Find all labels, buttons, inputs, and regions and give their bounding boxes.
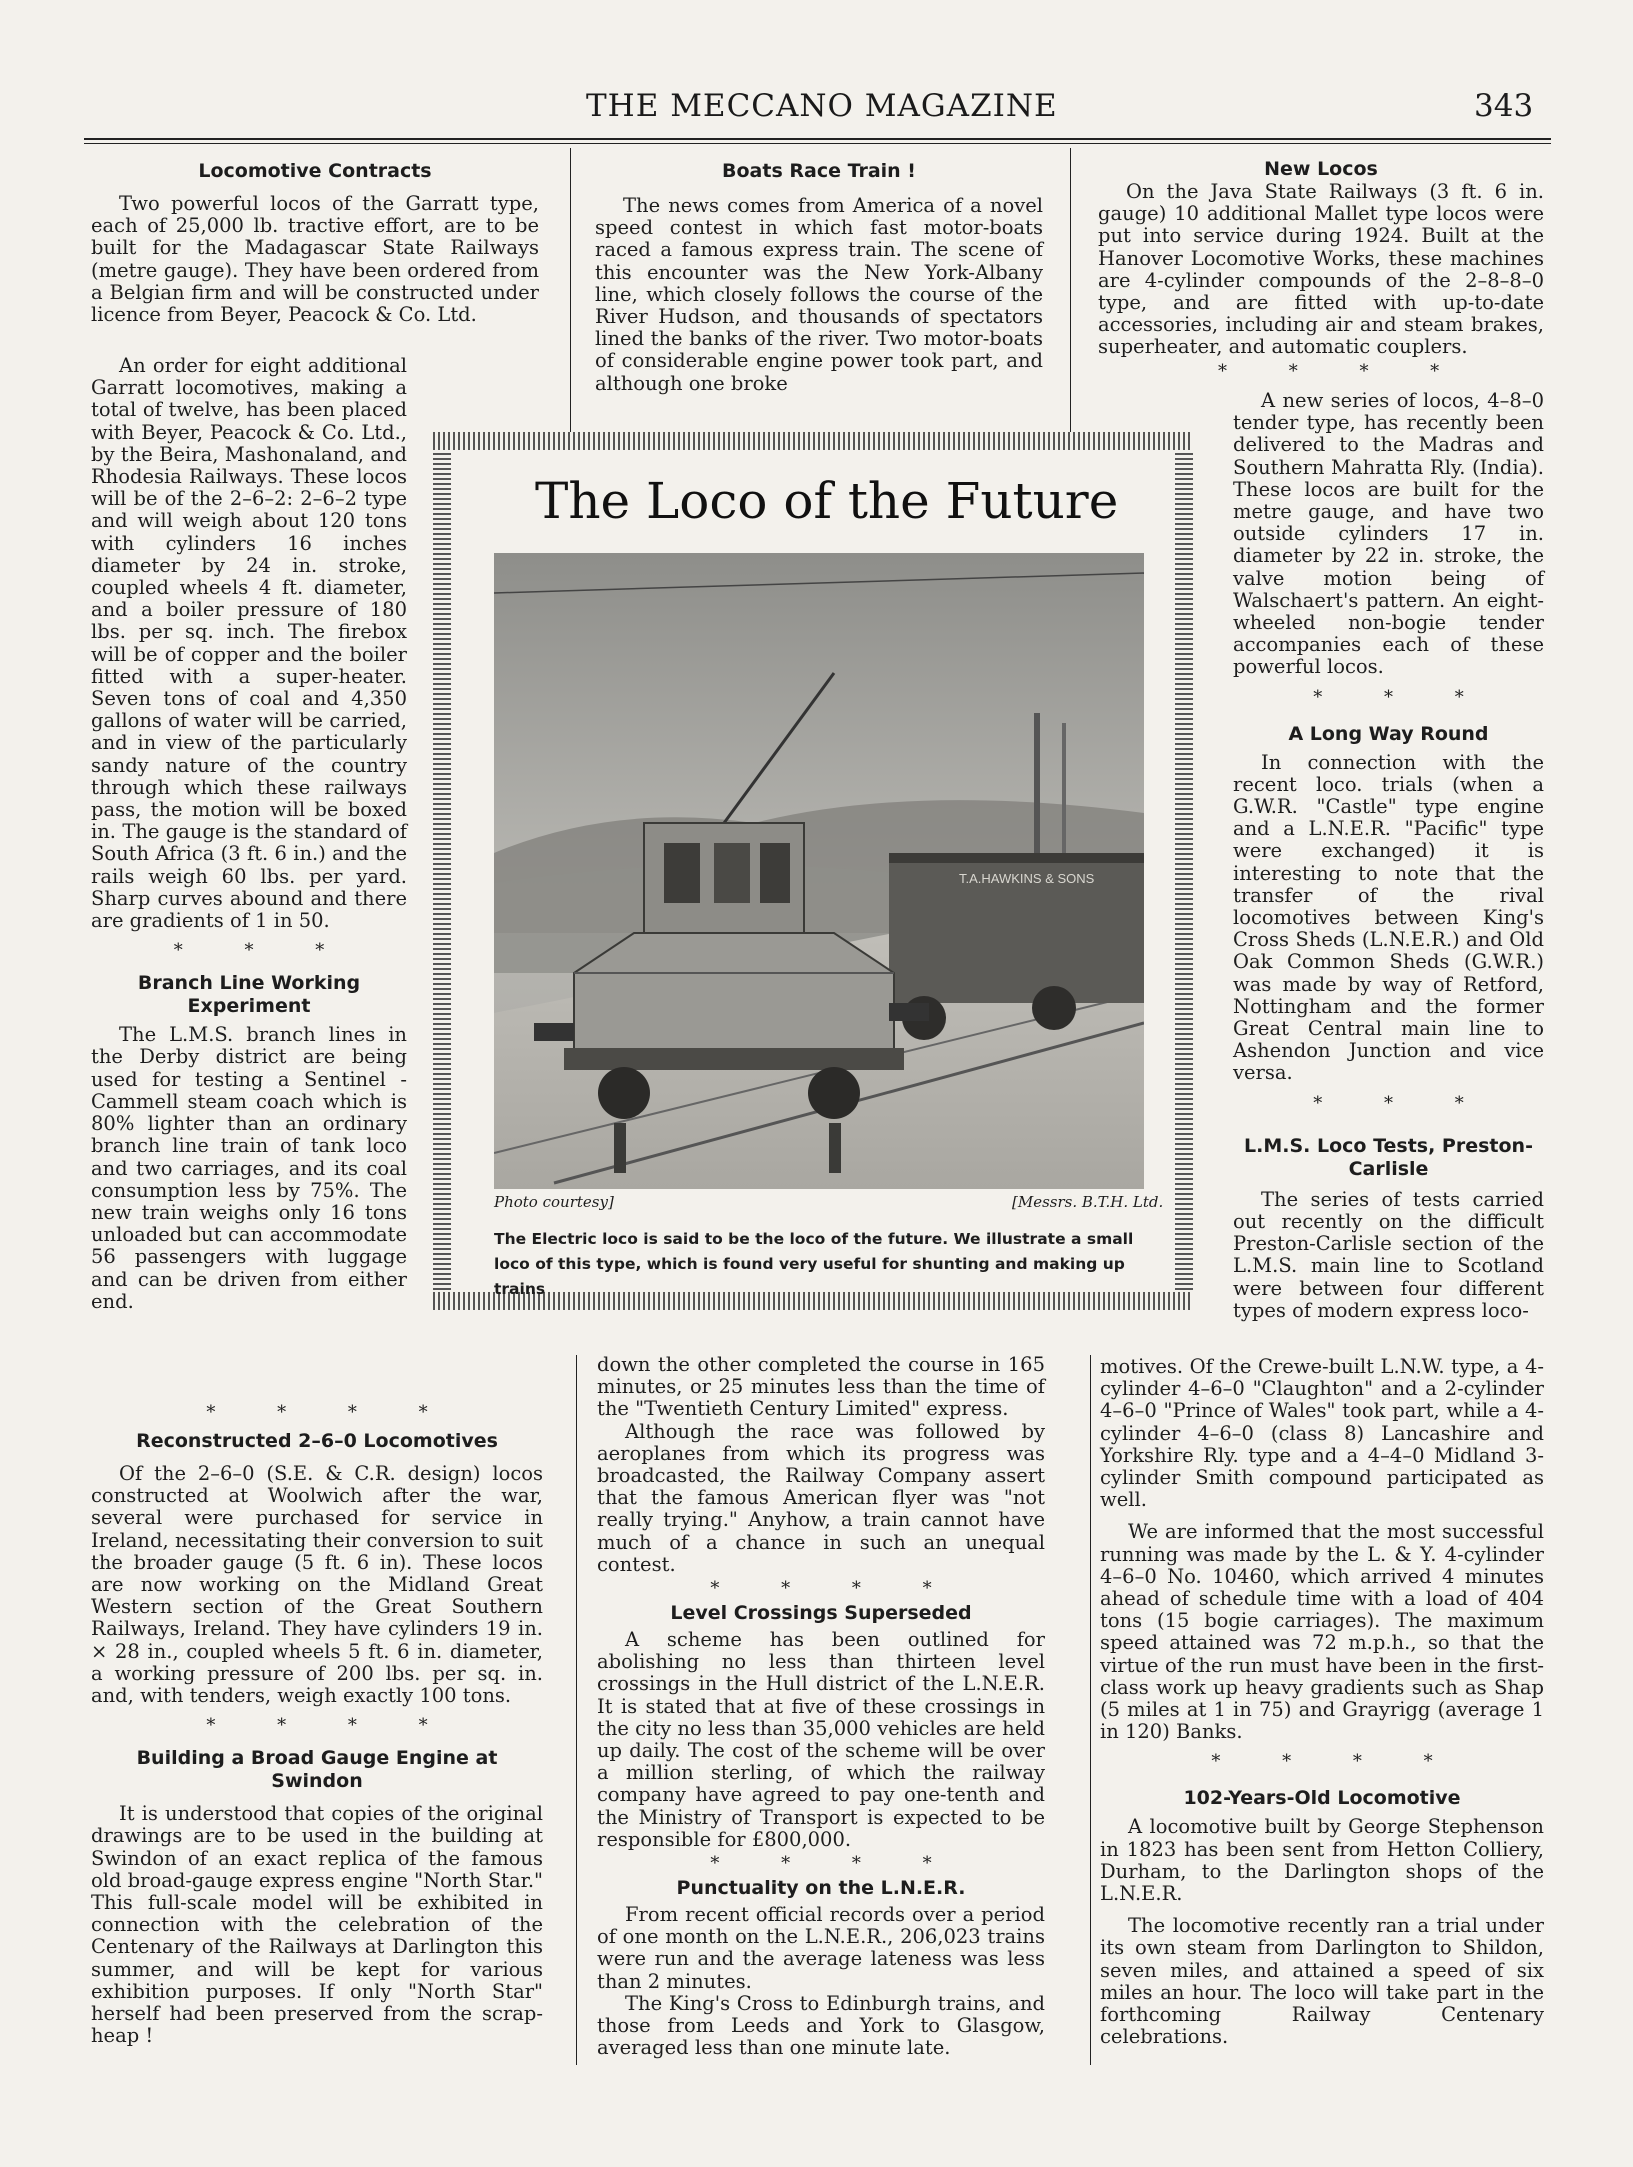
heading-new-locos: New Locos bbox=[1264, 158, 1378, 180]
photo-credit-right: [Messrs. B.T.H. Ltd. bbox=[1012, 1193, 1164, 1211]
paragraph: The L.M.S. branch lines in the Derby district are being used for testing a Sentinel - Cammell steam coach which is 80% lighter than an ordinary branch line train of tank loco and two carriages, and its coal consumption less by 75%. The new train weighs only 16 tons unloaded but can accommodate 56 passengers with luggage and can be driven from either end. bbox=[91, 1023, 407, 1313]
column-divider-3 bbox=[576, 1355, 577, 2065]
heading-long-way-round: A Long Way Round bbox=[1288, 722, 1489, 745]
column-1-bottom bbox=[91, 1400, 543, 2047]
paragraph: A scheme has been outlined for abolishing no less than thirteen level crossings in the Hull district of the L.N.E.R. It is stated that at five of these crossings in the city no less than 35,000 vehicles are held up daily. The cost of the scheme will be over a million sterling, of which the railway company have agreed to pay one-tenth and the Ministry of Transport is expected to be responsible for £800,000. bbox=[597, 1628, 1045, 1851]
section-divider-stars: * * * bbox=[1313, 1092, 1492, 1114]
paragraph: An order for eight additional Garratt locomotives, making a total of twelve, has been placed with Beyer, Peacock & Co. Ltd., by the Beira, Mashonaland, and Rhodesia Railways. These locos will be of the 2–6–2: 2–6–2 type and will weigh about 120 tons with cylinders 16 inches diameter by 24 in. stroke, coupled wheels 4 ft. diameter, and a boiler pressure of 180 lbs. per sq. inch. The firebox will be of copper and the boiler fitted with a super-heater. Seven tons of coal and 4,350 gallons of water will be carried, and in view of the particularly sandy nature of the country through which these railways pass, the motion will be boxed in. The gauge is the standard of South Africa (3 ft. 6 in.) and the rails weigh 60 lbs. per yard. Sharp curves abound and there are gradients of 1 in 50. bbox=[91, 354, 407, 933]
paragraph: It is understood that copies of the original drawings are to be used in the building at Swindon of an exact replica of the famous old broad-gauge express engine "North Star." This full-scale model will be exhibited in connection with the celebration of the Centenary of the Railways at Darlington this summer, and will be kept for various exhibition purposes. If only "North Star" herself had been preserved from the scrap-heap ! bbox=[91, 1802, 543, 2048]
column-3-narrow bbox=[1233, 390, 1544, 1322]
caption-line: loco of this type, which is found very useful for shunting and making up trains bbox=[494, 1255, 1125, 1298]
electric-loco-photo bbox=[494, 553, 1144, 1189]
feature-title: The Loco of the Future bbox=[535, 472, 1119, 530]
paragraph: We are informed that the most successful running was made by the L. & Y. 4-cylinder 4–6–0 No. 10460, which arrived 4 minutes ahead of schedule time with a load of 404 tons (15 bogie carriages). The maximum speed attained was 72 m.p.h., so that the virtue of the run must have been in the first-class work up heavy gradients such as Shap (5 miles at 1 in 75) and Grayrigg (average 1 in 120) Banks. bbox=[1100, 1520, 1544, 1744]
photo-caption bbox=[494, 1227, 1154, 1302]
section-divider-stars: * * * * bbox=[710, 1578, 960, 1600]
section-divider-stars: * * * * bbox=[710, 1853, 960, 1875]
magazine-title: THE MECCANO MAGAZINE bbox=[586, 88, 1058, 124]
page-number: 343 bbox=[1474, 88, 1534, 124]
paragraph: The locomotive recently ran a trial under its own steam from Darlington to Shildon, seven miles, and attained a speed of six miles an hour. The loco will take part in the forthcoming Railway Centenary celebrations. bbox=[1100, 1914, 1544, 2049]
header-rule-thin bbox=[84, 143, 1551, 144]
section-divider-stars: * * * * bbox=[1218, 360, 1468, 382]
paragraph: The news comes from America of a novel speed contest in which fast motor-boats raced a famous express train. The scene of this encounter was the New York-Albany line, which closely follows the course of the River Hudson, and thousands of spectators lined the banks of the river. Two motor-boats of considerable engine power took part, and although one broke bbox=[595, 194, 1043, 395]
column-1-top bbox=[91, 160, 539, 326]
column-1-narrow bbox=[91, 355, 407, 1313]
section-divider-stars: * * * bbox=[1313, 686, 1492, 708]
header-rule bbox=[84, 138, 1551, 140]
paragraph: down the other completed the course in 165 minutes, or 25 minutes less than the time of the "Twentieth Century Limited" express. bbox=[597, 1353, 1045, 1421]
column-2-bottom bbox=[597, 1354, 1045, 2059]
column-divider-4 bbox=[1090, 1355, 1091, 2065]
photo-credit-left: Photo courtesy] bbox=[494, 1193, 614, 1211]
paragraph: The King's Cross to Edinburgh trains, and those from Leeds and York to Glasgow, averaged less than one minute late. bbox=[597, 1991, 1045, 2060]
heading-broad-gauge: Building a Broad Gauge Engine at Swindon bbox=[136, 1747, 498, 1793]
column-divider-1 bbox=[570, 148, 571, 434]
heading-level-crossings: Level Crossings Superseded bbox=[670, 1602, 972, 1625]
paragraph: On the Java State Railways (3 ft. 6 in. gauge) 10 additional Mallet type locos were put into service during 1924. Built at the Hanover Locomotive Works, these machines are 4-cylinder compounds of the 2–8–8–0 type, and are fitted with up-to-date accessories, including air and steam brakes, superheater, and automatic couplers. bbox=[1098, 180, 1544, 359]
heading-locomotive-contracts: Locomotive Contracts bbox=[198, 160, 432, 182]
paragraph: From recent official records over a period of one month on the L.N.E.R., 206,023 trains were run and the average lateness was less than 2 minutes. bbox=[597, 1903, 1045, 1993]
caption-line: The Electric loco is said to be the loco of the future. We illustrate a small bbox=[494, 1230, 1134, 1248]
heading-branch-line: Branch Line Working Experiment bbox=[137, 972, 361, 1018]
heading-lms-tests: L.M.S. Loco Tests, Preston-Carlisle bbox=[1244, 1134, 1533, 1180]
heading-boats-race: Boats Race Train ! bbox=[722, 160, 916, 182]
loco-illustration bbox=[494, 553, 1144, 1189]
paragraph: The series of tests carried out recently on the difficult Preston-Carlisle section of the L.M.S. main line to Scotland were between four different types of modern express loco- bbox=[1233, 1187, 1544, 1322]
paragraph: motives. Of the Crewe-built L.N.W. type, a 4-cylinder 4–6–0 "Claughton" and a 2-cylinder 4–6–0 "Prince of Wales" took part, while a 4-cylinder 4–6–0 (class 8) Lancashire and Yorkshire Rly. type and a 4–4–0 Midland 3-cylinder Smith compound participated as well. bbox=[1100, 1355, 1544, 1512]
paragraph: A new series of locos, 4–8–0 tender type, has recently been delivered to the Madras and Southern Mahratta Rly. (India). These locos are built for the metre gauge, and have two outside cylinders 17 in. diameter by 22 in. stroke, the valve motion being of Walschaert's pattern. An eight-wheeled non-bogie tender accompanies each of these powerful locos. bbox=[1233, 389, 1544, 679]
heading-reconstructed: Reconstructed 2–6–0 Locomotives bbox=[136, 1430, 498, 1452]
heading-punctuality: Punctuality on the L.N.E.R. bbox=[676, 1877, 966, 1900]
column-2-top bbox=[595, 160, 1043, 395]
paragraph: Two powerful locos of the Garratt type, each of 25,000 lb. tractive effort, are to be built for the Madagascar State Railways (metre gauge). They have been ordered from a Belgian firm and will be constructed under licence from Beyer, Peacock & Co. Ltd. bbox=[91, 192, 539, 327]
column-divider-2 bbox=[1070, 148, 1071, 434]
section-divider-stars: * * * * bbox=[206, 1402, 456, 1423]
paragraph: A locomotive built by George Stephenson in 1823 has been sent from Hetton Colliery, Durham, to the Darlington shops of the L.N.E.R. bbox=[1100, 1815, 1544, 1906]
section-divider-stars: * * * bbox=[173, 940, 353, 962]
paragraph: Although the race was followed by aeroplanes from which its progress was broadcasted, the Railway Company assert that the famous American flyer was "not really trying." Anyhow, a train cannot have much of a chance in such an unequal contest. bbox=[597, 1419, 1045, 1576]
column-3-top bbox=[1098, 158, 1544, 385]
column-3-bottom bbox=[1100, 1356, 1544, 2048]
wagon-lettering: T.A.HAWKINS & SONS bbox=[959, 871, 1095, 886]
heading-102-years-old: 102-Years-Old Locomotive bbox=[1183, 1787, 1461, 1810]
paragraph: In connection with the recent loco. trials (when a G.W.R. "Castle" type engine and a L.N.E.R. "Pacific" type were exchanged) it is interesting to note that the transfer of the rival locomotives between King's Cross Sheds (L.N.E.R.) and Old Oak Common Sheds (G.W.R.) was made by way of Retford, Nottingham and the former Great Central main line to Ashendon Junction and vice versa. bbox=[1233, 750, 1544, 1085]
section-divider-stars: * * * * bbox=[206, 1715, 456, 1737]
section-divider-stars: * * * * bbox=[1211, 1751, 1461, 1773]
paragraph: Of the 2–6–0 (S.E. & C.R. design) locos constructed at Woolwich after the war, several were purchased for service in Ireland, necessitating their conversion to suit the broader gauge (5 ft. 6 in). These locos are now working on the Midland Great Western section of the Great Southern Railways, Ireland. They have cylinders 19 in. × 28 in., coupled wheels 5 ft. 6 in. diameter, a working pressure of 200 lbs. per sq. in. and, with tenders, weigh exactly 100 tons. bbox=[91, 1462, 543, 1708]
